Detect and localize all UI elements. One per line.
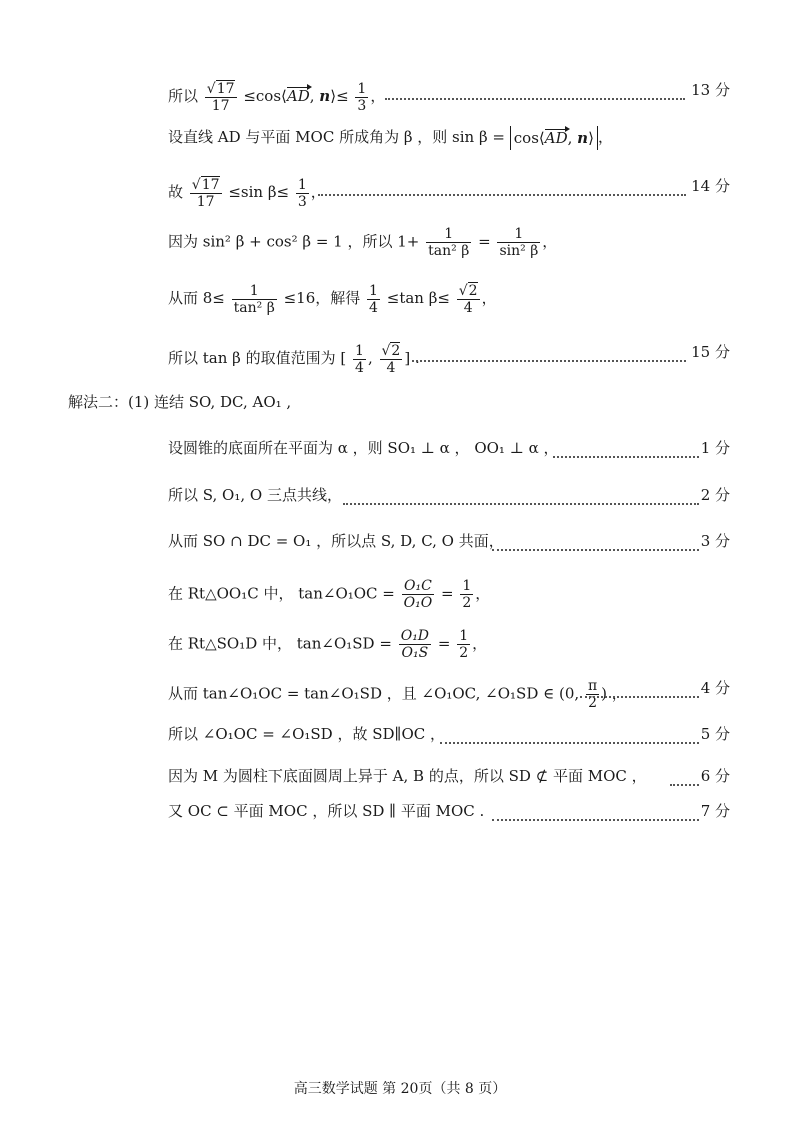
denominator: 4: [463, 300, 473, 316]
denominator: 2: [462, 595, 472, 611]
numerator: 2: [391, 343, 401, 359]
numerator: 1: [426, 226, 471, 243]
text-eq: =: [437, 634, 451, 653]
dot-leader: [670, 764, 699, 786]
vector-ad: AD: [286, 87, 310, 105]
denominator: sin² β: [499, 243, 539, 259]
answer-line-10: 从而 SO ∩ DC = O₁ ，所以点 S, D, C, O 共面，: [168, 532, 504, 550]
fraction-1-over-tan2: [426, 226, 471, 259]
answer-line-14: 所以 ∠O₁OC = ∠O₁SD ，故 SD∥OC ，: [168, 725, 446, 743]
fraction-o1d-over-o1s: [399, 628, 431, 661]
dot-leader: [412, 340, 686, 362]
text-body: 在 Rt△OO₁C 中， tan∠O₁OC =: [168, 584, 395, 603]
numerator: O₁C: [402, 578, 435, 595]
denominator: tan² β: [428, 243, 470, 259]
numerator: 1: [369, 282, 378, 299]
numerator: 1: [497, 226, 540, 243]
score-1: 1 分: [700, 439, 730, 457]
numerator: 1: [232, 283, 277, 300]
score-13: 13 分: [691, 81, 730, 99]
score-2: 2 分: [700, 486, 730, 504]
fraction-sqrt2-over-4: $\frac{√2}{4}$: [381, 343, 401, 376]
text-tail: ，: [475, 584, 491, 603]
text-body: 因为 sin² β + cos² β = 1 ，所以 1+: [168, 232, 420, 251]
answer-line-16: 又 OC ⊂ 平面 MOC ，所以 SD ∥ 平面 MOC .: [168, 802, 485, 820]
answer-line-6: [168, 342, 420, 376]
numerator: 2: [468, 283, 478, 299]
text-body: 从而 8≤: [168, 289, 225, 307]
answer-line-11: [168, 578, 490, 611]
numerator: 17: [201, 177, 220, 193]
dot-leader: [385, 78, 685, 100]
denominator: 3: [297, 193, 307, 210]
vector-ad: AD: [544, 129, 568, 147]
text-tail: ，: [472, 634, 488, 653]
answer-line-15: 因为 M 为圆柱下底面圆周上异于 A, B 的点，所以 SD ⊄ 平面 MOC ，: [168, 767, 647, 785]
answer-line-8: 设圆锥的底面所在平面为 α ，则 SO₁ ⊥ α ， OO₁ ⊥ α ，: [168, 439, 559, 457]
fraction-1-over-sin2: [497, 226, 540, 259]
answer-line-12: [168, 628, 487, 661]
text-tail: ，: [370, 87, 386, 105]
fraction-sqrt17-over-17: $\frac{√17}{17}$: [191, 177, 220, 210]
fraction-one-quarter: [367, 283, 380, 316]
numerator: 1: [357, 80, 367, 97]
dot-leader: [580, 676, 699, 698]
fraction-sqrt17-over-17: $\frac{√17}{17}$: [206, 81, 235, 114]
denominator: 4: [369, 299, 378, 316]
numerator: 17: [216, 81, 235, 97]
text-mid-2: ≤tan β≤: [386, 289, 450, 307]
text-prefix: 故: [168, 183, 184, 201]
numerator: 1: [462, 578, 472, 594]
numerator: 1: [459, 628, 469, 644]
text-tail: ，: [542, 232, 558, 251]
score-15: 15 分: [691, 343, 730, 361]
denominator: O₁S: [401, 645, 429, 661]
dot-leader: [318, 174, 686, 196]
denominator: 17: [211, 98, 230, 114]
dot-leader: [492, 529, 699, 551]
text-mid: ≤16，解得: [283, 289, 361, 307]
vector-n: n: [577, 129, 589, 147]
text-mid: ≤cos: [243, 87, 282, 105]
fraction-o1c-over-o1o: [402, 578, 435, 611]
text-tail: ，: [481, 289, 497, 307]
denominator: 17: [196, 194, 215, 210]
numerator: π: [587, 678, 598, 694]
score-3: 3 分: [700, 532, 730, 550]
text-body: 从而 tan∠O₁OC = tan∠O₁SD ，且 ∠O₁OC, ∠O₁SD ∈ (0,: [168, 684, 580, 703]
text-body: 所以 tan β 的取值范围为 [: [168, 349, 347, 367]
text-eq: =: [441, 584, 454, 603]
absolute-value: cos⟨AD, n⟩: [510, 126, 598, 150]
text-tail: ，: [597, 128, 613, 146]
numerator: 1: [297, 176, 307, 193]
text-cos: cos: [513, 129, 539, 147]
fraction-one-half: [460, 578, 473, 611]
text-body: 在 Rt△SO₁D 中， tan∠O₁SD =: [168, 634, 392, 653]
dot-leader: [492, 799, 699, 821]
text-prefix: 所以: [168, 87, 199, 105]
method-2-heading: 解法二：(1) 连结 SO, DC, AO₁ ,: [68, 393, 292, 411]
score-4: 4 分: [700, 679, 730, 697]
denominator: tan² β: [233, 299, 275, 316]
vector-n: n: [319, 87, 331, 105]
denominator: 2: [588, 695, 597, 711]
fraction-one-third: [296, 177, 309, 210]
dot-leader: [343, 483, 699, 505]
dot-leader: [440, 722, 699, 744]
text-comma: ,: [367, 349, 373, 367]
text-mid: ≤sin β≤: [228, 183, 290, 201]
page-footer: 高三数学试题 第 20页（共 8 页）: [293, 1081, 507, 1097]
fraction-one-quarter: [353, 343, 366, 376]
score-7: 7 分: [700, 802, 730, 820]
fraction-one-half: [457, 628, 470, 661]
fraction-1-over-tan2: [232, 283, 277, 316]
text-body: 设直线 AD 与平面 MOC 所成角为 β ，则 sin β =: [168, 128, 505, 146]
denominator: 4: [386, 360, 396, 376]
text-tail: ，: [310, 183, 326, 201]
fraction-sqrt2-over-4: $\frac{√2}{4}$: [458, 283, 478, 316]
text-le: ≤: [336, 87, 349, 105]
score-5: 5 分: [700, 725, 730, 743]
denominator: 4: [355, 359, 364, 376]
fraction-one-third: [355, 81, 368, 114]
answer-line-5: [168, 282, 497, 316]
numerator: 1: [355, 342, 364, 359]
answer-line-1: 所以 $\frac{√17}{17}$ ≤cos⟨AD, n⟩≤ $\frac{1}{3}$ ，: [168, 80, 386, 114]
text-tail: ] .: [404, 349, 420, 367]
answer-line-3: [168, 176, 326, 210]
dot-leader: [553, 436, 699, 458]
denominator: 3: [357, 97, 367, 114]
score-6: 6 分: [700, 767, 730, 785]
denominator: 2: [459, 645, 469, 661]
answer-line-9: 所以 S, O₁, O 三点共线，: [168, 486, 342, 504]
text-eq: =: [478, 232, 491, 251]
denominator: O₁O: [403, 595, 433, 611]
score-14: 14 分: [691, 177, 730, 195]
answer-line-4: [168, 226, 557, 259]
answer-line-13: [168, 678, 627, 711]
numerator: O₁D: [400, 628, 430, 644]
text-tail: ) ，: [601, 684, 627, 703]
answer-line-2: [168, 126, 613, 150]
